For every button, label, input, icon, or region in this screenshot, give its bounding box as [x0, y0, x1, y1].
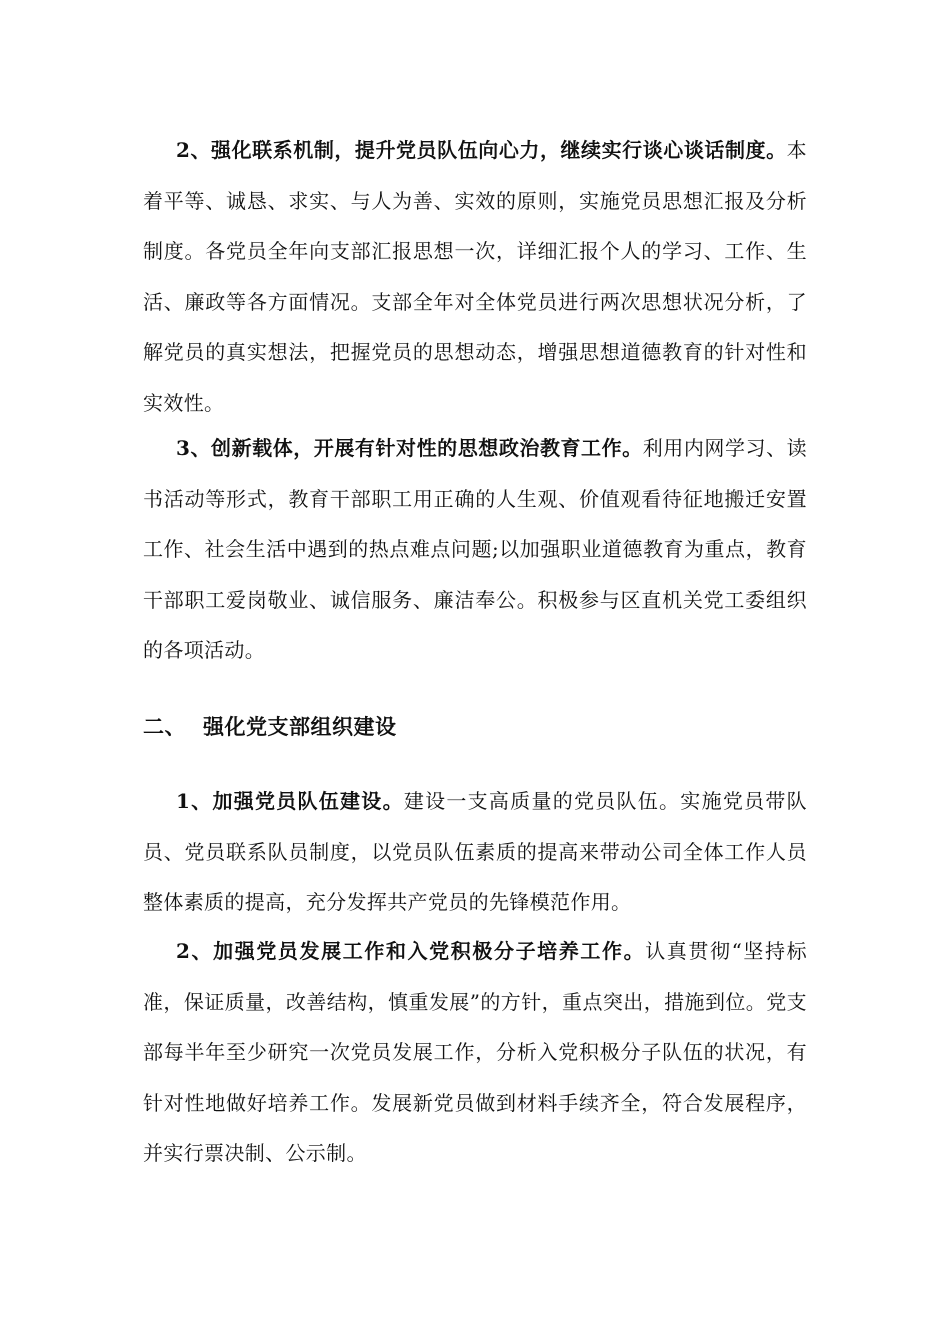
- paragraph-liaison-mechanism: [143, 125, 807, 428]
- paragraph-lead: 1、加强党员队伍建设。: [176, 789, 404, 813]
- paragraph-lead: 2、加强党员发展工作和入党积极分子培养工作。: [176, 939, 646, 963]
- section-heading: [143, 707, 397, 747]
- paragraph-body: 认真贯彻“坚持标准，保证质量，改善结构，慎重发展”的方针，重点突出，措施到位。党支部每半年至少研究一次党员发展工作，分析入党积极分子队伍的状况，有针对性地做好培养工作。发展新党员做到材料手续齐全，符合发展程序，并实行票决制、公示制。: [143, 939, 807, 1165]
- paragraph-body: 建设一支高质量的党员队伍。实施党员带队员、党员联系队员制度，以党员队伍素质的提高来带动公司全体工作人员整体素质的提高，充分发挥共产党员的先锋模范作用。: [143, 789, 807, 914]
- section-number: 二、: [143, 714, 186, 739]
- paragraph-innovative-carriers: [143, 423, 807, 676]
- paragraph-team-building: [143, 776, 807, 928]
- section-title: 强化党支部组织建设: [203, 714, 397, 739]
- paragraph-body: 利用内网学习、读书活动等形式，教育干部职工用正确的人生观、价值观看待征地搬迁安置工作、社会生活中遇到的热点难点问题;以加强职业道德教育为重点，教育干部职工爱岗敬业、诚信服务、廉洁奉公。积极参与区直机关党工委组织的各项活动。: [143, 436, 807, 662]
- paragraph-lead: 2、强化联系机制，提升党员队伍向心力，继续实行谈心谈话制度。: [176, 138, 787, 162]
- paragraph-member-development: [143, 926, 807, 1179]
- paragraph-body: 本着平等、诚恳、求实、与人为善、实效的原则，实施党员思想汇报及分析制度。各党员全年向支部汇报思想一次，详细汇报个人的学习、工作、生活、廉政等各方面情况。支部全年对全体党员进行两次思想状况分析，了解党员的真实想法，把握党员的思想动态，增强思想道德教育的针对性和实效性。: [143, 138, 807, 415]
- paragraph-lead: 3、创新载体，开展有针对性的思想政治教育工作。: [176, 436, 643, 460]
